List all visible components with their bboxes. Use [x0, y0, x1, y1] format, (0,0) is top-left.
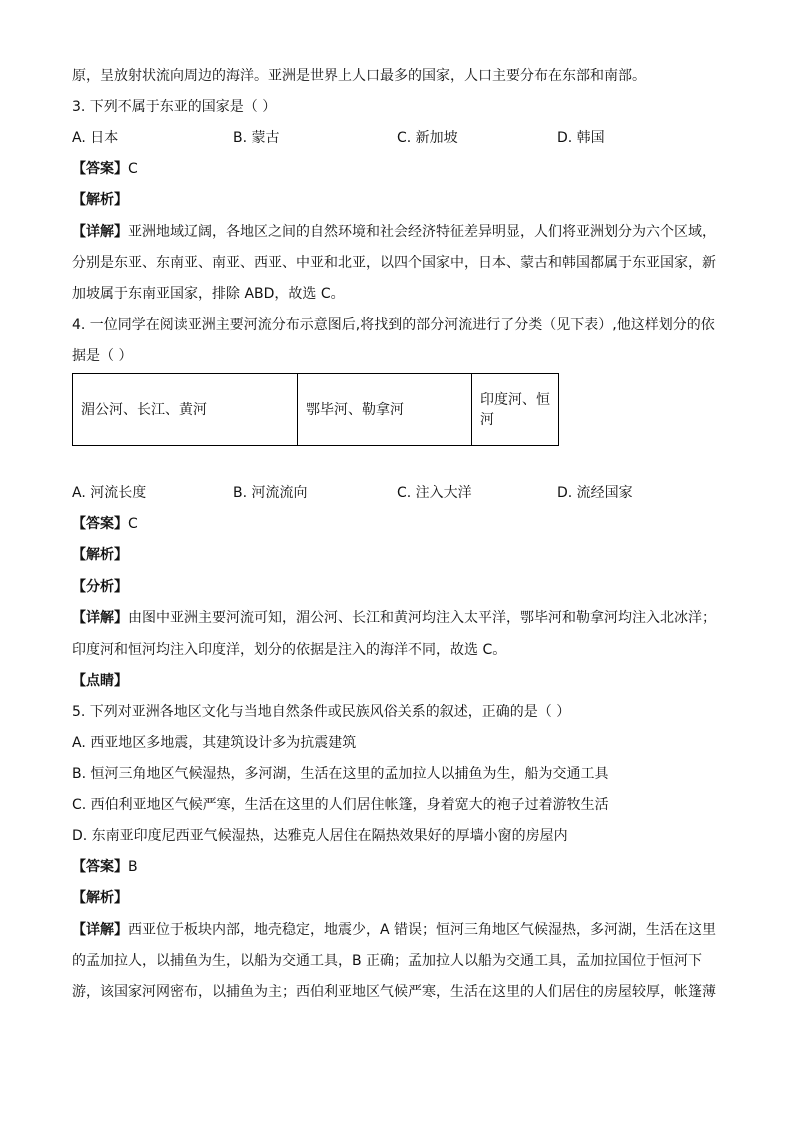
q5-analysis-tag: 【解析】 — [72, 890, 128, 906]
table-row — [73, 374, 559, 446]
q3-option-d: D. 韩国 — [557, 130, 605, 146]
q5-option-a: A. 西亚地区多地震，其建筑设计多为抗震建筑 — [72, 735, 357, 751]
q4-analysis-tag: 【解析】 — [72, 547, 128, 563]
table-cell-indian-rivers: 印度河、恒河 — [472, 374, 559, 446]
question-4-stem-line-2: 据是（ ） — [72, 348, 133, 364]
q4-answer — [72, 514, 722, 534]
detail-text: 亚洲地域辽阔，各地区之间的自然环境和社会经济特征差异明显，人们将亚洲划分为六个区域， — [128, 224, 716, 240]
paragraph-line: 原，呈放射状流向周边的海洋。亚洲是世界上人口最多的国家，人口主要分布在东部和南部。 — [72, 68, 646, 84]
q4-option-b: B. 河流流向 — [233, 485, 308, 501]
answer-tag: 【答案】 — [72, 516, 128, 532]
q4-detail-line-1 — [72, 608, 722, 628]
q3-option-c: C. 新加坡 — [397, 130, 458, 146]
answer-tag: 【答案】 — [72, 161, 128, 177]
q4-detail-line-2: 印度河和恒河均注入印度洋，划分的依据是注入的海洋不同，故选 C。 — [72, 642, 507, 658]
question-4-stem-line-1: 4. 一位同学在阅读亚洲主要河流分布示意图后,将找到的部分河流进行了分类（见下表）,他这样划分的依 — [72, 317, 715, 333]
q5-answer — [72, 857, 722, 877]
table-cell-arctic-rivers: 鄂毕河、勒拿河 — [298, 374, 472, 446]
q3-detail-line-2: 分别是东亚、东南亚、南亚、西亚、中亚和北亚，以四个国家中，日本、蒙古和韩国都属于东亚国家，新 — [72, 255, 716, 271]
table-cell-pacific-rivers: 湄公河、长江、黄河 — [73, 374, 298, 446]
answer-value: B — [128, 859, 138, 875]
q5-detail-line-1 — [72, 920, 722, 940]
detail-text: 由图中亚洲主要河流可知，湄公河、长江和黄河均注入太平洋，鄂毕河和勒拿河均注入北冰洋； — [128, 610, 716, 626]
detail-tag: 【详解】 — [72, 224, 128, 240]
q5-option-c: C. 西伯利亚地区气候严寒，生活在这里的人们居住帐篷，身着宽大的袍子过着游牧生活 — [72, 797, 609, 813]
q3-detail-line-3: 加坡属于东南亚国家，排除 ABD，故选 C。 — [72, 286, 345, 302]
question-3-stem: 3. 下列不属于东亚的国家是（ ） — [72, 99, 277, 115]
river-classification-table — [72, 373, 559, 446]
q3-detail-line-1 — [72, 222, 722, 242]
detail-tag: 【详解】 — [72, 922, 128, 938]
q3-answer — [72, 159, 722, 179]
answer-tag: 【答案】 — [72, 859, 128, 875]
q3-option-b: B. 蒙古 — [233, 130, 280, 146]
q4-highlight-tag: 【点睛】 — [72, 673, 128, 689]
detail-text: 西亚位于板块内部，地壳稳定，地震少，A 错误；恒河三角地区气候湿热，多河湖，生活在这里 — [128, 922, 717, 938]
q4-breakdown-tag: 【分析】 — [72, 579, 128, 595]
answer-value: C — [128, 516, 138, 532]
q3-option-a: A. 日本 — [72, 130, 119, 146]
q5-detail-line-3: 游，该国家河网密布，以捕鱼为主；西伯利亚地区气候严寒，生活在这里的人们居住的房屋较厚，帐篷薄 — [72, 984, 716, 1000]
q4-option-a: A. 河流长度 — [72, 485, 147, 501]
detail-tag: 【详解】 — [72, 610, 128, 626]
q5-option-d: D. 东南亚印度尼西亚气候湿热，达雅克人居住在隔热效果好的厚墙小窗的房屋内 — [72, 828, 568, 844]
q5-option-b: B. 恒河三角地区气候湿热，多河湖，生活在这里的孟加拉人以捕鱼为生，船为交通工具 — [72, 766, 609, 782]
question-5-stem: 5. 下列对亚洲各地区文化与当地自然条件或民族风俗关系的叙述，正确的是（ ） — [72, 704, 571, 720]
q4-option-d: D. 流经国家 — [557, 485, 633, 501]
answer-value: C — [128, 161, 138, 177]
q5-detail-line-2: 的孟加拉人，以捕鱼为生，以船为交通工具，B 正确；孟加拉人以船为交通工具，孟加拉国位于恒河下 — [72, 953, 703, 969]
q4-option-c: C. 注入大洋 — [397, 485, 472, 501]
q3-analysis-tag: 【解析】 — [72, 192, 128, 208]
